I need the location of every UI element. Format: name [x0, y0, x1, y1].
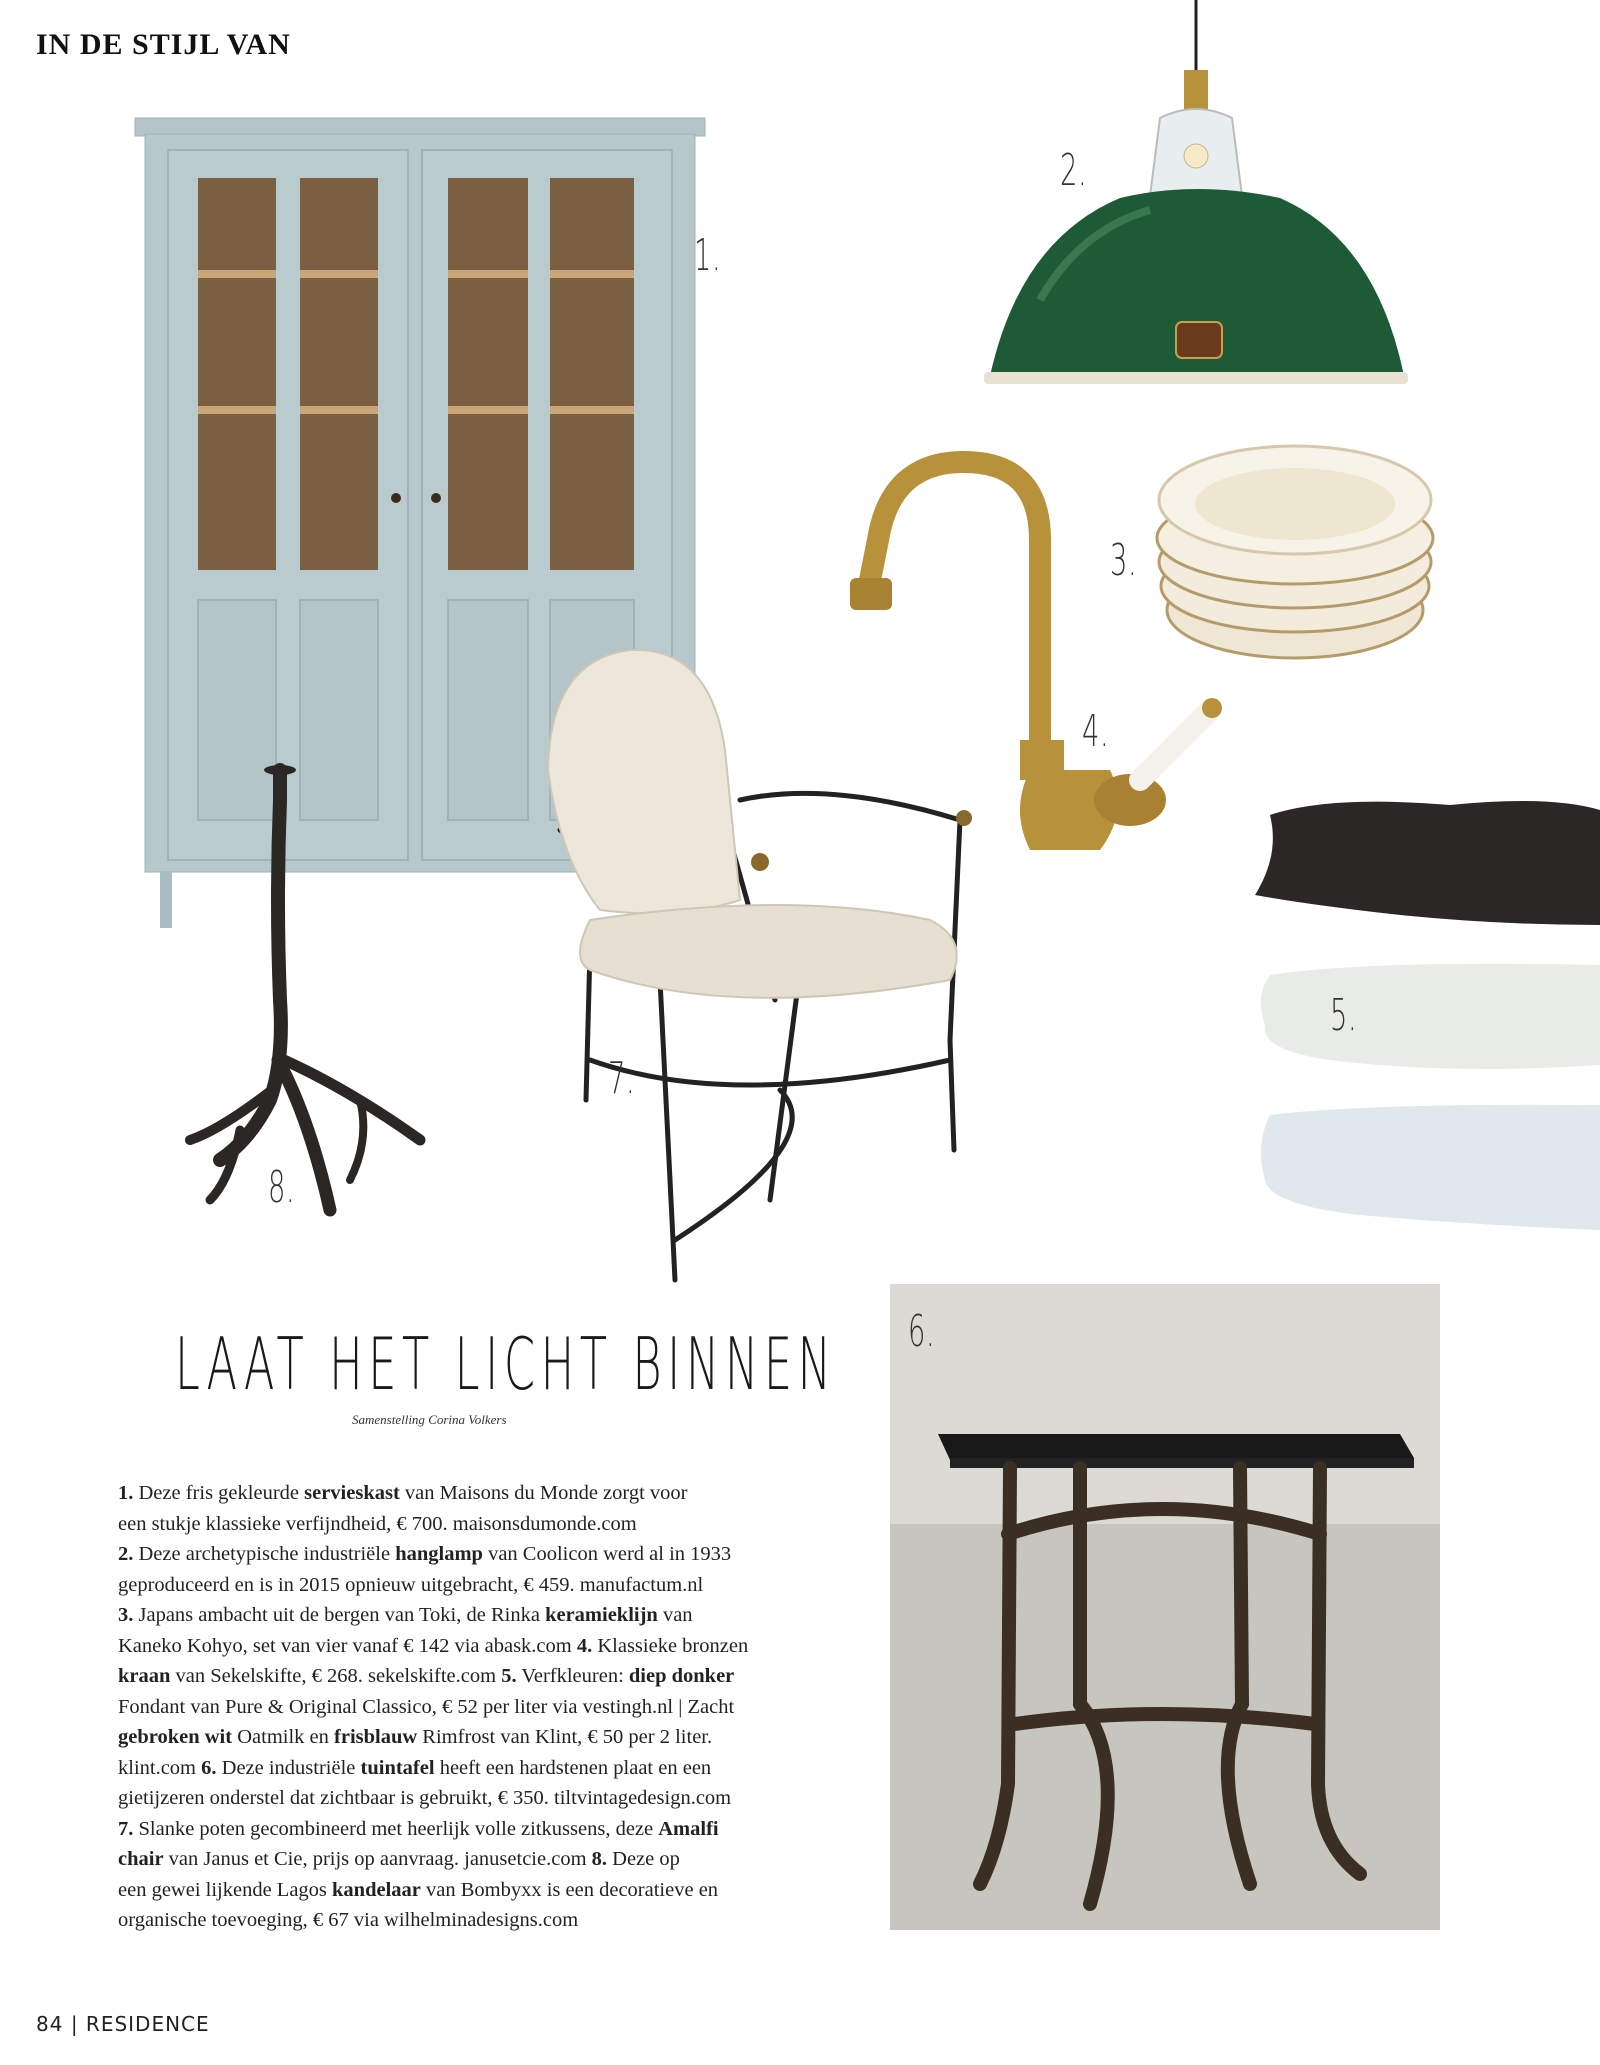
bold-text: hanglamp [395, 1543, 483, 1565]
text-run: Deze op [607, 1848, 680, 1870]
page-number: 84 [36, 2012, 64, 2036]
bold-text: chair [118, 1848, 164, 1870]
credit-prefix: Samenstelling [352, 1412, 425, 1427]
text-run: klint.com [118, 1756, 202, 1779]
text-run: van Coolicon werd al in 1933 [482, 1543, 732, 1565]
description-line [118, 1692, 858, 1723]
section-label: IN DE STIJL VAN [36, 28, 291, 61]
pendant-lamp-image [980, 0, 1420, 400]
garden-table-photo [890, 1284, 1440, 1930]
item-number-4: 4. [1082, 706, 1110, 757]
footer-separator: | [70, 2012, 79, 2036]
description-line [118, 1478, 858, 1509]
candle-holder-image [180, 760, 440, 1220]
page-headline: LAAT HET LICHT BINNEN [175, 1322, 837, 1406]
text-run: Fondant van Pure & Original Classico, € 52 per liter via vestingh.nl | Zacht [118, 1695, 735, 1718]
bold-text: 2. [118, 1543, 139, 1565]
faucet-image [840, 450, 1240, 860]
text-run: een gewei lijkende Lagos [118, 1878, 333, 1901]
bold-text: 3. [118, 1604, 139, 1626]
description-line [118, 1722, 858, 1753]
description-line [118, 1661, 858, 1692]
item-number-3: 3. [1110, 535, 1138, 586]
text-run: van Maisons du Monde zorgt voor [399, 1482, 688, 1504]
bold-text: kandelaar [332, 1878, 421, 1901]
description-line [118, 1570, 858, 1601]
bold-text: keramieklijn [545, 1604, 658, 1626]
item-number-7: 7. [608, 1053, 636, 1104]
description-line [118, 1509, 858, 1540]
bold-text: 5. [501, 1665, 517, 1687]
credit-line [352, 1412, 507, 1428]
bold-text: gebroken wit [118, 1726, 233, 1748]
paint-swatches-image [1250, 785, 1600, 1235]
item-number-5: 5. [1330, 990, 1358, 1041]
text-run: Deze fris gekleurde [138, 1482, 305, 1504]
item-number-2: 2. [1060, 145, 1088, 196]
text-run: gietijzeren onderstel dat zichtbaar is gebruikt, € 350. tiltvintagedesign.com [118, 1787, 732, 1809]
item-number-8: 8. [268, 1162, 296, 1213]
text-run: een stukje klassieke verfijndheid, € 700. maisonsdumonde.com [118, 1512, 637, 1535]
bold-text: diep donker [628, 1665, 735, 1687]
product-descriptions [118, 1478, 858, 1936]
bold-text: 1. [118, 1482, 139, 1504]
text-run: van [657, 1604, 693, 1626]
text-run: Deze industriële [216, 1756, 361, 1779]
item-number-6: 6. [908, 1306, 936, 1357]
garden-table-image [890, 1284, 1440, 1930]
text-run: Deze archetypische industriële [138, 1543, 396, 1565]
text-run: van Sekelskifte, € 268. sekelskifte.com [170, 1665, 502, 1687]
text-run: organische toevoeging, € 67 via wilhelminadesigns.com [118, 1909, 579, 1931]
text-run: Slanke poten gecombineerd met heerlijk volle zitkussens, deze [138, 1817, 659, 1840]
description-line [118, 1783, 858, 1814]
bold-text: kraan [118, 1665, 171, 1687]
bold-text: tuintafel [360, 1756, 435, 1779]
description-line [118, 1539, 858, 1570]
description-line [118, 1905, 858, 1936]
description-line [118, 1844, 858, 1875]
bold-text: 7. [118, 1817, 139, 1840]
text-run: van Janus et Cie, prijs op aanvraag. janusetcie.com [163, 1848, 592, 1870]
bold-text: 8. [591, 1848, 608, 1870]
description-line [118, 1600, 858, 1631]
text-run: Oatmilk en [232, 1726, 335, 1748]
text-run: Verfkleuren: [516, 1665, 629, 1687]
magazine-name: RESIDENCE [85, 2012, 210, 2036]
text-run: Rimfrost van Klint, € 50 per 2 liter. [417, 1726, 713, 1748]
bold-text: 4. [576, 1634, 593, 1657]
bold-text: 6. [201, 1756, 217, 1779]
text-run: Kaneko Kohyo, set van vier vanaf € 142 via abask.com [118, 1634, 577, 1657]
description-line [118, 1631, 858, 1662]
text-run: geproduceerd en is in 2015 opnieuw uitgebracht, € 459. manufactum.nl [118, 1573, 704, 1596]
text-run: Klassieke bronzen [592, 1634, 749, 1657]
text-run: van Bombyxx is een decoratieve en [420, 1878, 719, 1901]
bold-text: frisblauw [334, 1726, 418, 1748]
description-line [118, 1814, 858, 1845]
text-run: Japans ambacht uit de bergen van Toki, de Rinka [138, 1604, 546, 1626]
description-line [118, 1875, 858, 1906]
bold-text: servieskast [304, 1482, 400, 1504]
credit-name: Corina Volkers [428, 1412, 507, 1427]
bold-text: Amalfi [658, 1817, 719, 1840]
item-number-1: 1. [694, 230, 722, 281]
page-footer [36, 2012, 210, 2036]
description-line [118, 1753, 858, 1784]
text-run: heeft een hardstenen plaat en een [434, 1756, 712, 1779]
